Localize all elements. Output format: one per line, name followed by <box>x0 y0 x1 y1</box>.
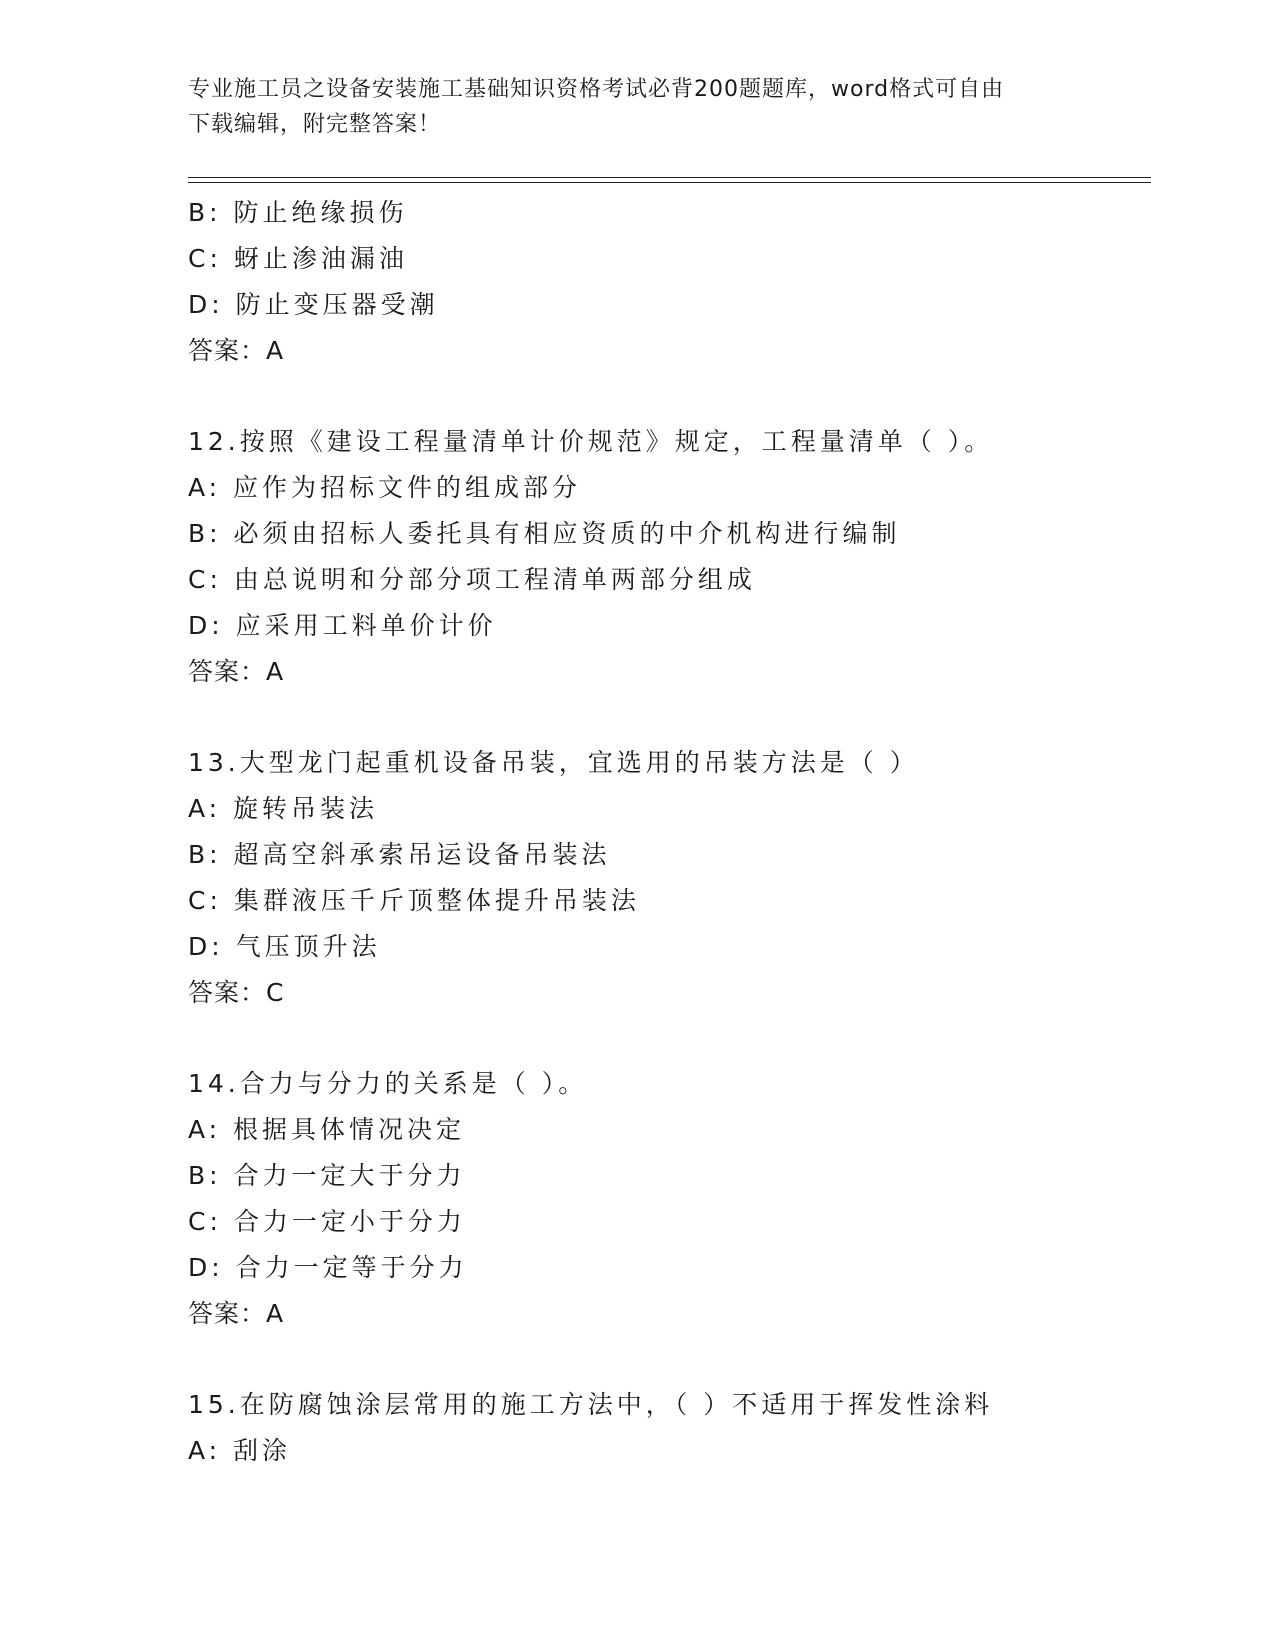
option-a: A: 根据具体情况决定 <box>188 1115 466 1144</box>
option-a: A: 旋转吊装法 <box>188 794 379 823</box>
option-c: C: 蚜止渗油漏油 <box>188 244 408 273</box>
answer: 答案：C <box>188 978 285 1007</box>
header-line-2: 下载编辑，附完整答案！ <box>188 112 442 137</box>
question-12 <box>188 419 1148 695</box>
question-stem: 14.合力与分力的关系是（ ）。 <box>188 1069 588 1098</box>
header-rule-bottom <box>188 182 1151 183</box>
question-13 <box>188 740 1148 1016</box>
answer: 答案：A <box>188 336 285 365</box>
question-14 <box>188 1061 1148 1337</box>
answer: 答案：A <box>188 657 285 686</box>
option-c: C: 由总说明和分部分项工程清单两部分组成 <box>188 565 756 594</box>
option-d: D: 防止变压器受潮 <box>188 290 439 319</box>
document-header <box>188 72 1068 142</box>
question-stem: 15.在防腐蚀涂层常用的施工方法中，（ ）不适用于挥发性涂料 <box>188 1390 994 1419</box>
answer: 答案：A <box>188 1299 285 1328</box>
question-15 <box>188 1382 1148 1474</box>
option-b: B: 防止绝缘损伤 <box>188 198 408 227</box>
question-stem: 13.大型龙门起重机设备吊装，宜选用的吊装方法是（ ） <box>188 748 919 777</box>
option-b: B: 必须由招标人委托具有相应资质的中介机构进行编制 <box>188 519 901 548</box>
option-c: C: 合力一定小于分力 <box>188 1207 466 1236</box>
question-fragment-11 <box>188 190 1148 374</box>
option-d: D: 气压顶升法 <box>188 932 381 961</box>
header-rule-top <box>188 177 1151 178</box>
question-stem: 12.按照《建设工程量清单计价规范》规定，工程量清单（ ）。 <box>188 427 994 456</box>
option-b: B: 合力一定大于分力 <box>188 1161 466 1190</box>
option-a: A: 刮涂 <box>188 1436 292 1465</box>
option-a: A: 应作为招标文件的组成部分 <box>188 473 582 502</box>
option-c: C: 集群液压千斤顶整体提升吊装法 <box>188 886 640 915</box>
question-list <box>188 190 1148 1474</box>
option-d: D: 合力一定等于分力 <box>188 1253 468 1282</box>
option-b: B: 超高空斜承索吊运设备吊装法 <box>188 840 611 869</box>
header-line-1: 专业施工员之设备安装施工基础知识资格考试必背200题题库，word格式可自由 <box>188 77 1005 102</box>
option-d: D: 应采用工料单价计价 <box>188 611 497 640</box>
